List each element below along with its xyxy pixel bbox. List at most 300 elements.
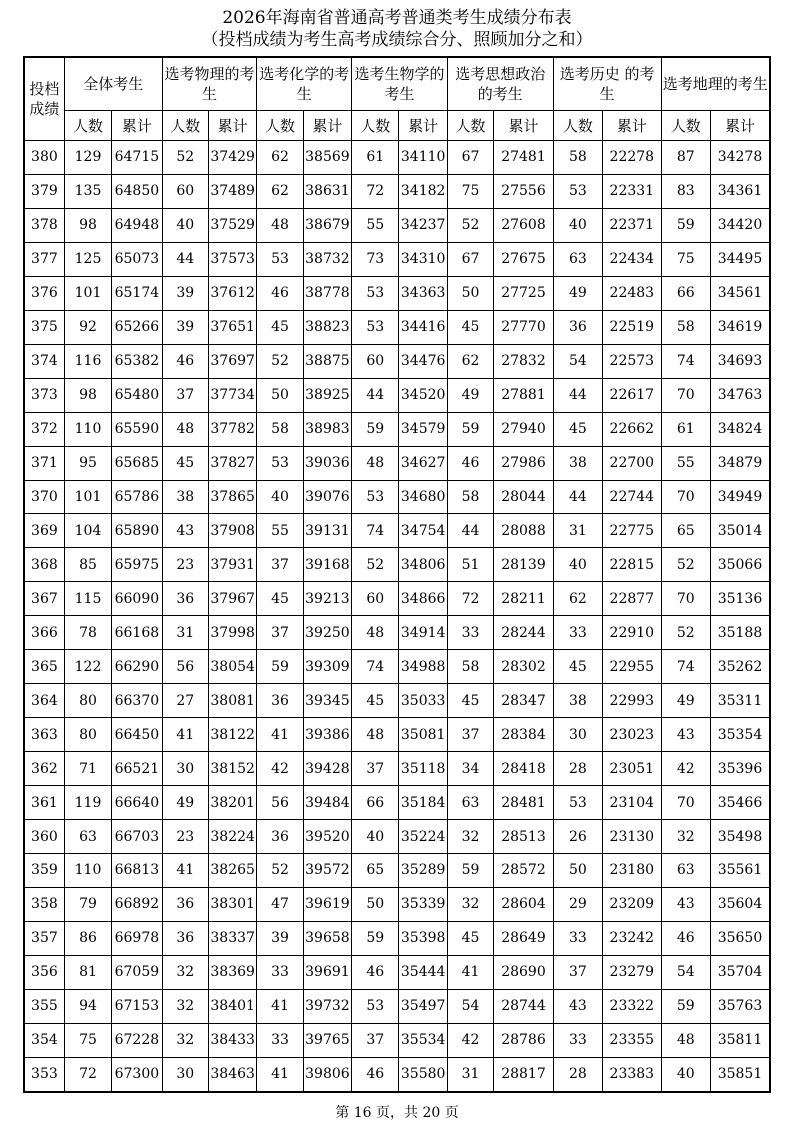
count-cell: 36 xyxy=(257,684,303,718)
count-cell: 53 xyxy=(352,310,399,344)
cumulative-cell: 35224 xyxy=(399,820,447,854)
cumulative-cell: 38201 xyxy=(208,786,256,820)
count-cell: 58 xyxy=(447,480,493,514)
count-cell: 34 xyxy=(447,752,493,786)
cumulative-cell: 34416 xyxy=(399,310,447,344)
table-body xyxy=(24,141,770,1092)
header-row-groups xyxy=(24,57,770,111)
cumulative-cell: 34361 xyxy=(710,174,770,208)
cumulative-cell: 34476 xyxy=(399,344,447,378)
count-cell: 42 xyxy=(447,1023,493,1057)
table-row xyxy=(24,276,770,310)
count-cell: 70 xyxy=(661,582,710,616)
cumulative-cell: 37429 xyxy=(208,141,256,175)
table-row xyxy=(24,650,770,684)
cumulative-cell: 38778 xyxy=(303,276,351,310)
cumulative-cell: 39658 xyxy=(303,921,351,955)
count-cell: 54 xyxy=(661,955,710,989)
cumulative-cell: 22700 xyxy=(603,446,661,480)
table-row xyxy=(24,582,770,616)
count-cell: 71 xyxy=(64,752,111,786)
subheader-cumulative: 累计 xyxy=(303,111,351,141)
group-header-all: 全体考生 xyxy=(64,57,162,111)
count-cell: 48 xyxy=(352,446,399,480)
cumulative-cell: 38631 xyxy=(303,174,351,208)
score-cell: 370 xyxy=(24,480,64,514)
cumulative-cell: 65073 xyxy=(112,242,162,276)
cumulative-cell: 23209 xyxy=(603,887,661,921)
count-cell: 31 xyxy=(553,514,602,548)
count-cell: 98 xyxy=(64,208,111,242)
count-cell: 41 xyxy=(447,955,493,989)
cumulative-cell: 38301 xyxy=(208,887,256,921)
count-cell: 54 xyxy=(447,989,493,1023)
cumulative-cell: 39732 xyxy=(303,989,351,1023)
count-cell: 36 xyxy=(553,310,602,344)
cumulative-cell: 39428 xyxy=(303,752,351,786)
cumulative-cell: 39131 xyxy=(303,514,351,548)
count-cell: 45 xyxy=(447,310,493,344)
count-cell: 67 xyxy=(447,242,493,276)
cumulative-cell: 23355 xyxy=(603,1023,661,1057)
count-cell: 31 xyxy=(447,1057,493,1091)
cumulative-cell: 38463 xyxy=(208,1057,256,1091)
count-cell: 129 xyxy=(64,141,111,175)
cumulative-cell: 27881 xyxy=(494,378,553,412)
count-cell: 75 xyxy=(661,242,710,276)
cumulative-cell: 39309 xyxy=(303,650,351,684)
cumulative-cell: 35704 xyxy=(710,955,770,989)
count-cell: 23 xyxy=(162,820,208,854)
table-row xyxy=(24,514,770,548)
cumulative-cell: 66978 xyxy=(112,921,162,955)
count-cell: 45 xyxy=(257,582,303,616)
count-cell: 53 xyxy=(257,446,303,480)
count-cell: 52 xyxy=(447,208,493,242)
cumulative-cell: 28513 xyxy=(494,820,553,854)
score-cell: 371 xyxy=(24,446,64,480)
count-cell: 50 xyxy=(257,378,303,412)
count-cell: 46 xyxy=(257,276,303,310)
count-cell: 63 xyxy=(661,854,710,888)
subheader-cumulative: 累计 xyxy=(603,111,661,141)
count-cell: 44 xyxy=(352,378,399,412)
count-cell: 53 xyxy=(553,174,602,208)
score-cell: 377 xyxy=(24,242,64,276)
cumulative-cell: 38337 xyxy=(208,921,256,955)
cumulative-cell: 39250 xyxy=(303,616,351,650)
count-cell: 28 xyxy=(553,752,602,786)
cumulative-cell: 28604 xyxy=(494,887,553,921)
count-cell: 42 xyxy=(661,752,710,786)
table-row xyxy=(24,1057,770,1091)
cumulative-cell: 65382 xyxy=(112,344,162,378)
page-subtitle: （投档成绩为考生高考成绩综合分、照顾加分之和） xyxy=(201,30,593,50)
count-cell: 48 xyxy=(257,208,303,242)
count-cell: 101 xyxy=(64,480,111,514)
count-cell: 46 xyxy=(352,955,399,989)
cumulative-cell: 34495 xyxy=(710,242,770,276)
cumulative-cell: 28786 xyxy=(494,1023,553,1057)
count-cell: 38 xyxy=(553,446,602,480)
score-cell: 367 xyxy=(24,582,64,616)
cumulative-cell: 28211 xyxy=(494,582,553,616)
group-header-physics: 选考物理的考生 xyxy=(162,57,257,111)
cumulative-cell: 22815 xyxy=(603,548,661,582)
count-cell: 62 xyxy=(553,582,602,616)
cumulative-cell: 34824 xyxy=(710,412,770,446)
count-cell: 119 xyxy=(64,786,111,820)
count-cell: 75 xyxy=(64,1023,111,1057)
count-cell: 26 xyxy=(553,820,602,854)
table-row xyxy=(24,887,770,921)
count-cell: 86 xyxy=(64,921,111,955)
cumulative-cell: 35811 xyxy=(710,1023,770,1057)
cumulative-cell: 37782 xyxy=(208,412,256,446)
cumulative-cell: 22331 xyxy=(603,174,661,208)
cumulative-cell: 27986 xyxy=(494,446,553,480)
cumulative-cell: 28649 xyxy=(494,921,553,955)
table-row xyxy=(24,820,770,854)
cumulative-cell: 27608 xyxy=(494,208,553,242)
table-row xyxy=(24,1023,770,1057)
score-distribution-table xyxy=(23,56,771,1093)
count-cell: 36 xyxy=(162,582,208,616)
count-cell: 43 xyxy=(661,718,710,752)
cumulative-cell: 38569 xyxy=(303,141,351,175)
cumulative-cell: 39076 xyxy=(303,480,351,514)
cumulative-cell: 28817 xyxy=(494,1057,553,1091)
cumulative-cell: 38401 xyxy=(208,989,256,1023)
cumulative-cell: 38081 xyxy=(208,684,256,718)
count-cell: 65 xyxy=(661,514,710,548)
table-row xyxy=(24,412,770,446)
cumulative-cell: 34420 xyxy=(710,208,770,242)
cumulative-cell: 67300 xyxy=(112,1057,162,1091)
count-cell: 46 xyxy=(352,1057,399,1091)
count-cell: 73 xyxy=(352,242,399,276)
cumulative-cell: 22775 xyxy=(603,514,661,548)
cumulative-cell: 35014 xyxy=(710,514,770,548)
cumulative-cell: 23051 xyxy=(603,752,661,786)
count-cell: 52 xyxy=(352,548,399,582)
count-cell: 59 xyxy=(352,921,399,955)
table-row xyxy=(24,718,770,752)
count-cell: 63 xyxy=(447,786,493,820)
count-cell: 41 xyxy=(257,989,303,1023)
cumulative-cell: 34680 xyxy=(399,480,447,514)
count-cell: 32 xyxy=(447,887,493,921)
count-cell: 41 xyxy=(257,1057,303,1091)
count-cell: 66 xyxy=(352,786,399,820)
count-cell: 37 xyxy=(553,955,602,989)
count-cell: 58 xyxy=(447,650,493,684)
table-row xyxy=(24,242,770,276)
count-cell: 41 xyxy=(257,718,303,752)
count-cell: 43 xyxy=(162,514,208,548)
count-cell: 80 xyxy=(64,718,111,752)
count-cell: 44 xyxy=(162,242,208,276)
cumulative-cell: 37573 xyxy=(208,242,256,276)
count-cell: 37 xyxy=(352,1023,399,1057)
count-cell: 104 xyxy=(64,514,111,548)
cumulative-cell: 37827 xyxy=(208,446,256,480)
score-cell: 356 xyxy=(24,955,64,989)
score-cell: 354 xyxy=(24,1023,64,1057)
count-cell: 61 xyxy=(661,412,710,446)
table-row xyxy=(24,480,770,514)
count-cell: 60 xyxy=(352,344,399,378)
cumulative-cell: 66703 xyxy=(112,820,162,854)
subheader-cumulative: 累计 xyxy=(710,111,770,141)
score-cell: 380 xyxy=(24,141,64,175)
count-cell: 80 xyxy=(64,684,111,718)
count-cell: 43 xyxy=(553,989,602,1023)
cumulative-cell: 64948 xyxy=(112,208,162,242)
count-cell: 30 xyxy=(162,752,208,786)
count-cell: 61 xyxy=(352,141,399,175)
cumulative-cell: 34949 xyxy=(710,480,770,514)
count-cell: 40 xyxy=(162,208,208,242)
score-cell: 359 xyxy=(24,854,64,888)
cumulative-cell: 23322 xyxy=(603,989,661,1023)
count-cell: 40 xyxy=(257,480,303,514)
cumulative-cell: 65266 xyxy=(112,310,162,344)
count-cell: 62 xyxy=(257,174,303,208)
cumulative-cell: 23279 xyxy=(603,955,661,989)
count-cell: 59 xyxy=(661,989,710,1023)
cumulative-cell: 39168 xyxy=(303,548,351,582)
cumulative-cell: 28347 xyxy=(494,684,553,718)
group-header-biology: 选考生物学的考生 xyxy=(352,57,448,111)
count-cell: 45 xyxy=(257,310,303,344)
cumulative-cell: 22877 xyxy=(603,582,661,616)
count-cell: 27 xyxy=(162,684,208,718)
cumulative-cell: 35398 xyxy=(399,921,447,955)
score-cell: 369 xyxy=(24,514,64,548)
score-cell: 366 xyxy=(24,616,64,650)
subheader-count: 人数 xyxy=(352,111,399,141)
count-cell: 110 xyxy=(64,412,111,446)
header-row-subcolumns xyxy=(24,111,770,141)
count-cell: 41 xyxy=(162,718,208,752)
cumulative-cell: 34866 xyxy=(399,582,447,616)
count-cell: 48 xyxy=(162,412,208,446)
count-cell: 59 xyxy=(257,650,303,684)
count-cell: 45 xyxy=(447,684,493,718)
cumulative-cell: 38732 xyxy=(303,242,351,276)
count-cell: 72 xyxy=(447,582,493,616)
count-cell: 74 xyxy=(661,650,710,684)
cumulative-cell: 34579 xyxy=(399,412,447,446)
count-cell: 75 xyxy=(447,174,493,208)
cumulative-cell: 23023 xyxy=(603,718,661,752)
cumulative-cell: 28744 xyxy=(494,989,553,1023)
cumulative-cell: 38054 xyxy=(208,650,256,684)
cumulative-cell: 37489 xyxy=(208,174,256,208)
count-cell: 59 xyxy=(661,208,710,242)
count-cell: 33 xyxy=(257,955,303,989)
count-cell: 49 xyxy=(447,378,493,412)
count-cell: 37 xyxy=(162,378,208,412)
cumulative-cell: 66168 xyxy=(112,616,162,650)
count-cell: 79 xyxy=(64,887,111,921)
count-cell: 53 xyxy=(553,786,602,820)
table-row xyxy=(24,989,770,1023)
count-cell: 37 xyxy=(257,548,303,582)
cumulative-cell: 35444 xyxy=(399,955,447,989)
table-row xyxy=(24,921,770,955)
cumulative-cell: 66290 xyxy=(112,650,162,684)
count-cell: 36 xyxy=(257,820,303,854)
count-cell: 31 xyxy=(162,616,208,650)
count-cell: 39 xyxy=(162,276,208,310)
count-cell: 53 xyxy=(352,276,399,310)
count-cell: 95 xyxy=(64,446,111,480)
cumulative-cell: 27481 xyxy=(494,141,553,175)
cumulative-cell: 37697 xyxy=(208,344,256,378)
count-cell: 40 xyxy=(661,1057,710,1091)
table-row xyxy=(24,344,770,378)
score-cell: 378 xyxy=(24,208,64,242)
count-cell: 74 xyxy=(352,650,399,684)
count-cell: 45 xyxy=(447,921,493,955)
cumulative-cell: 39484 xyxy=(303,786,351,820)
cumulative-cell: 22483 xyxy=(603,276,661,310)
count-cell: 49 xyxy=(162,786,208,820)
table-row xyxy=(24,208,770,242)
cumulative-cell: 22519 xyxy=(603,310,661,344)
cumulative-cell: 34278 xyxy=(710,141,770,175)
cumulative-cell: 28088 xyxy=(494,514,553,548)
cumulative-cell: 34520 xyxy=(399,378,447,412)
cumulative-cell: 28690 xyxy=(494,955,553,989)
count-cell: 29 xyxy=(553,887,602,921)
count-cell: 41 xyxy=(162,854,208,888)
count-cell: 40 xyxy=(553,208,602,242)
count-cell: 59 xyxy=(447,412,493,446)
count-cell: 60 xyxy=(352,582,399,616)
cumulative-cell: 38265 xyxy=(208,854,256,888)
cumulative-cell: 27940 xyxy=(494,412,553,446)
cumulative-cell: 28244 xyxy=(494,616,553,650)
cumulative-cell: 66813 xyxy=(112,854,162,888)
count-cell: 67 xyxy=(447,141,493,175)
cumulative-cell: 35311 xyxy=(710,684,770,718)
count-cell: 81 xyxy=(64,955,111,989)
count-cell: 60 xyxy=(162,174,208,208)
cumulative-cell: 39520 xyxy=(303,820,351,854)
count-cell: 74 xyxy=(352,514,399,548)
cumulative-cell: 34879 xyxy=(710,446,770,480)
count-cell: 63 xyxy=(64,820,111,854)
count-cell: 45 xyxy=(553,412,602,446)
cumulative-cell: 39345 xyxy=(303,684,351,718)
count-cell: 45 xyxy=(352,684,399,718)
cumulative-cell: 27770 xyxy=(494,310,553,344)
group-header-politics: 选考思想政治的考生 xyxy=(447,57,553,111)
table-row xyxy=(24,955,770,989)
cumulative-cell: 22573 xyxy=(603,344,661,378)
score-cell: 355 xyxy=(24,989,64,1023)
cumulative-cell: 28044 xyxy=(494,480,553,514)
subheader-cumulative: 累计 xyxy=(208,111,256,141)
subheader-count: 人数 xyxy=(64,111,111,141)
count-cell: 45 xyxy=(553,650,602,684)
cumulative-cell: 38983 xyxy=(303,412,351,446)
cumulative-cell: 34619 xyxy=(710,310,770,344)
count-cell: 98 xyxy=(64,378,111,412)
count-cell: 52 xyxy=(257,854,303,888)
cumulative-cell: 37908 xyxy=(208,514,256,548)
cumulative-cell: 23130 xyxy=(603,820,661,854)
table-row xyxy=(24,446,770,480)
cumulative-cell: 35466 xyxy=(710,786,770,820)
count-cell: 37 xyxy=(447,718,493,752)
count-cell: 30 xyxy=(162,1057,208,1091)
count-cell: 55 xyxy=(352,208,399,242)
count-cell: 135 xyxy=(64,174,111,208)
cumulative-cell: 35534 xyxy=(399,1023,447,1057)
group-header-chemistry: 选考化学的考生 xyxy=(257,57,352,111)
table-row xyxy=(24,548,770,582)
cumulative-cell: 37998 xyxy=(208,616,256,650)
cumulative-cell: 37734 xyxy=(208,378,256,412)
subheader-cumulative: 累计 xyxy=(399,111,447,141)
count-cell: 70 xyxy=(661,480,710,514)
cumulative-cell: 64715 xyxy=(112,141,162,175)
score-cell: 365 xyxy=(24,650,64,684)
cumulative-cell: 23383 xyxy=(603,1057,661,1091)
cumulative-cell: 38925 xyxy=(303,378,351,412)
cumulative-cell: 35498 xyxy=(710,820,770,854)
count-cell: 59 xyxy=(352,412,399,446)
cumulative-cell: 22278 xyxy=(603,141,661,175)
cumulative-cell: 39806 xyxy=(303,1057,351,1091)
cumulative-cell: 34561 xyxy=(710,276,770,310)
cumulative-cell: 34310 xyxy=(399,242,447,276)
cumulative-cell: 35081 xyxy=(399,718,447,752)
cumulative-cell: 39765 xyxy=(303,1023,351,1057)
table-row xyxy=(24,854,770,888)
count-cell: 48 xyxy=(661,1023,710,1057)
count-cell: 53 xyxy=(352,989,399,1023)
count-cell: 32 xyxy=(162,955,208,989)
cumulative-cell: 34237 xyxy=(399,208,447,242)
cumulative-cell: 22662 xyxy=(603,412,661,446)
cumulative-cell: 22744 xyxy=(603,480,661,514)
count-cell: 125 xyxy=(64,242,111,276)
table-row xyxy=(24,616,770,650)
count-cell: 58 xyxy=(661,310,710,344)
table-row xyxy=(24,378,770,412)
count-cell: 62 xyxy=(447,344,493,378)
cumulative-cell: 39213 xyxy=(303,582,351,616)
count-cell: 47 xyxy=(257,887,303,921)
count-cell: 78 xyxy=(64,616,111,650)
subheader-cumulative: 累计 xyxy=(112,111,162,141)
count-cell: 44 xyxy=(553,378,602,412)
count-cell: 94 xyxy=(64,989,111,1023)
count-cell: 62 xyxy=(257,141,303,175)
count-cell: 101 xyxy=(64,276,111,310)
score-cell: 364 xyxy=(24,684,64,718)
count-cell: 42 xyxy=(257,752,303,786)
cumulative-cell: 34914 xyxy=(399,616,447,650)
count-cell: 38 xyxy=(162,480,208,514)
cumulative-cell: 35763 xyxy=(710,989,770,1023)
count-cell: 40 xyxy=(352,820,399,854)
